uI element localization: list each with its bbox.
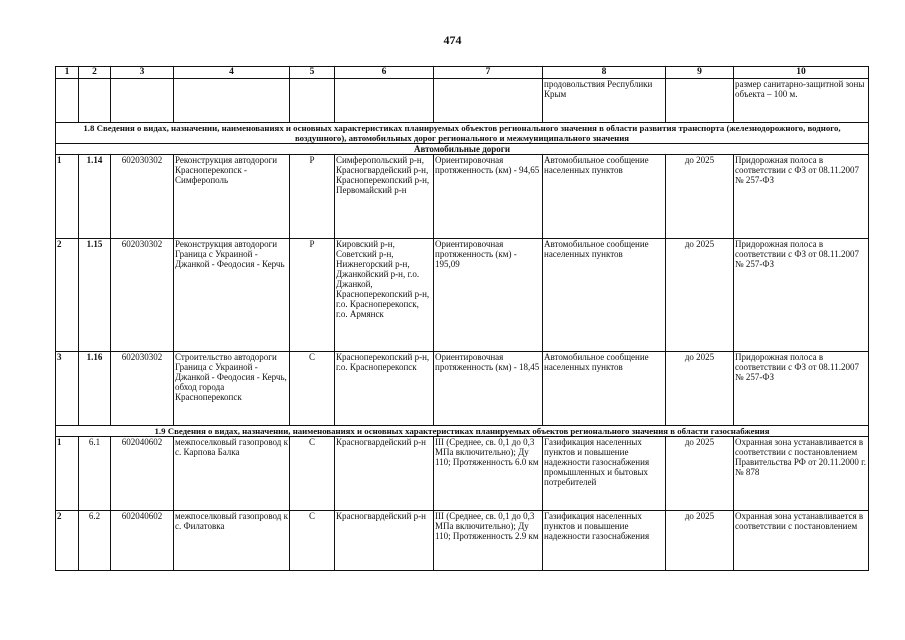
table-row (56, 155, 869, 239)
table-cell (666, 79, 734, 123)
row-number: 1 (56, 155, 79, 239)
object-location: Кировский р-н, Советский р-н, Нижнегорский р-н, Джанкойский р-н, г.о. Джанкой, Красноперекопский р-н, г.о. Красноперекопск, г.о. Армянск (335, 239, 434, 352)
object-location: Симферопольский р-н, Красногвардейский р-н, Красноперекопский р-н, Первомайский р-н (335, 155, 434, 239)
column-header: 3 (111, 67, 174, 79)
table-cell (434, 79, 543, 123)
table-cell (290, 79, 335, 123)
section-subtitle-row (56, 144, 869, 155)
row-number: 3 (56, 352, 79, 426)
table-row (56, 239, 869, 352)
object-type: С (290, 352, 335, 426)
column-header: 5 (290, 67, 335, 79)
object-zones: Охранная зона устанавливается в соответствии с постановлением (734, 511, 869, 571)
object-characteristics: Ориентировочная протяженность (км) - 94,65 (434, 155, 543, 239)
table-cell: продовольствия Республики Крым (543, 79, 666, 123)
object-code: 1.16 (79, 352, 111, 426)
page-number: 474 (443, 33, 462, 47)
object-deadline: до 2025 (666, 155, 734, 239)
table-cell (111, 79, 174, 123)
object-name: межпоселковый газопровод к с. Филатовка (174, 511, 290, 571)
object-location: Красноперекопский р-н, г.о. Красноперекопск (335, 352, 434, 426)
object-purpose: Автомобильное сообщение населенных пунктов (543, 239, 666, 352)
object-code: 1.14 (79, 155, 111, 239)
table-cell (174, 79, 290, 123)
object-deadline: до 2025 (666, 511, 734, 571)
object-code: 1.15 (79, 239, 111, 352)
object-id: 602040602 (111, 511, 174, 571)
object-id: 602040602 (111, 437, 174, 511)
planning-objects-table (55, 66, 869, 571)
object-name: Реконструкция автодороги Граница с Украиной - Джанкой - Феодосия - Керчь (174, 239, 290, 352)
column-header: 8 (543, 67, 666, 79)
table-cell (79, 79, 111, 123)
object-purpose: Автомобильное сообщение населенных пунктов (543, 155, 666, 239)
column-header: 7 (434, 67, 543, 79)
object-zones: Придорожная полоса в соответствии с ФЗ от 08.11.2007 № 257-ФЗ (734, 352, 869, 426)
object-deadline: до 2025 (666, 352, 734, 426)
object-id: 602030302 (111, 155, 174, 239)
section-1-8-title: 1.8 Сведения о видах, назначении, наименованиях и основных характеристиках планируемых объектов регионального значения в области развития транспорта (железнодорожного, водного, воздушного), автомобильных дорог регионального и межмуниципального значения (56, 123, 869, 144)
object-purpose: Автомобильное сообщение населенных пунктов (543, 352, 666, 426)
section-1-9-title: 1.9 Сведения о видах, назначении, наименованиях и основных характеристиках планируемых объектов регионального значения в области газоснабжения (56, 426, 869, 437)
object-type: С (290, 437, 335, 511)
object-zones: Придорожная полоса в соответствии с ФЗ от 08.11.2007 № 257-ФЗ (734, 155, 869, 239)
object-name: Строительство автодороги Граница с Украиной - Джанкой - Феодосия - Керчь, обход города Красноперекопск (174, 352, 290, 426)
table-row (56, 511, 869, 571)
object-type: Р (290, 155, 335, 239)
column-header: 1 (56, 67, 79, 79)
object-type: С (290, 511, 335, 571)
column-header: 9 (666, 67, 734, 79)
object-location: Красногвардейский р-н (335, 511, 434, 571)
row-number: 1 (56, 437, 79, 511)
object-characteristics: III (Среднее, св. 0,1 до 0,3 МПа включительно); Ду 110; Протяженность 2.9 км (434, 511, 543, 571)
column-header: 10 (734, 67, 869, 79)
column-header: 6 (335, 67, 434, 79)
object-name: Реконструкция автодороги Красноперекопск - Симферополь (174, 155, 290, 239)
section-title-row (56, 123, 869, 144)
object-code: 6.2 (79, 511, 111, 571)
object-zones: Охранная зона устанавливается в соответствии с постановлением Правительства РФ от 20.11.2000 г. № 878 (734, 437, 869, 511)
table-row (56, 352, 869, 426)
object-zones: Придорожная полоса в соответствии с ФЗ от 08.11.2007 № 257-ФЗ (734, 239, 869, 352)
table-cell (56, 79, 79, 123)
continuation-row (56, 79, 869, 123)
object-purpose: Газификация населенных пунктов и повышение надежности газоснабжения промышленных и бытовых потребителей (543, 437, 666, 511)
column-header-row (56, 67, 869, 79)
table-cell: размер санитарно-защитной зоны объекта – 100 м. (734, 79, 869, 123)
object-purpose: Газификация населенных пунктов и повышение надежности газоснабжения (543, 511, 666, 571)
object-characteristics: Ориентировочная протяженность (км) - 195,09 (434, 239, 543, 352)
object-characteristics: Ориентировочная протяженность (км) - 18,45 (434, 352, 543, 426)
object-id: 602030302 (111, 352, 174, 426)
object-id: 602030302 (111, 239, 174, 352)
object-name: межпоселковый газопровод к с. Карпова Балка (174, 437, 290, 511)
column-header: 4 (174, 67, 290, 79)
row-number: 2 (56, 511, 79, 571)
object-type: Р (290, 239, 335, 352)
table-row (56, 437, 869, 511)
object-characteristics: III (Среднее, св. 0,1 до 0,3 МПа включительно); Ду 110; Протяженность 6.0 км (434, 437, 543, 511)
column-header: 2 (79, 67, 111, 79)
table-cell (335, 79, 434, 123)
object-deadline: до 2025 (666, 437, 734, 511)
object-deadline: до 2025 (666, 239, 734, 352)
section-title-row (56, 426, 869, 437)
object-location: Красногвардейский р-н (335, 437, 434, 511)
section-1-8-subtitle: Автомобильные дороги (56, 144, 869, 155)
row-number: 2 (56, 239, 79, 352)
object-code: 6.1 (79, 437, 111, 511)
